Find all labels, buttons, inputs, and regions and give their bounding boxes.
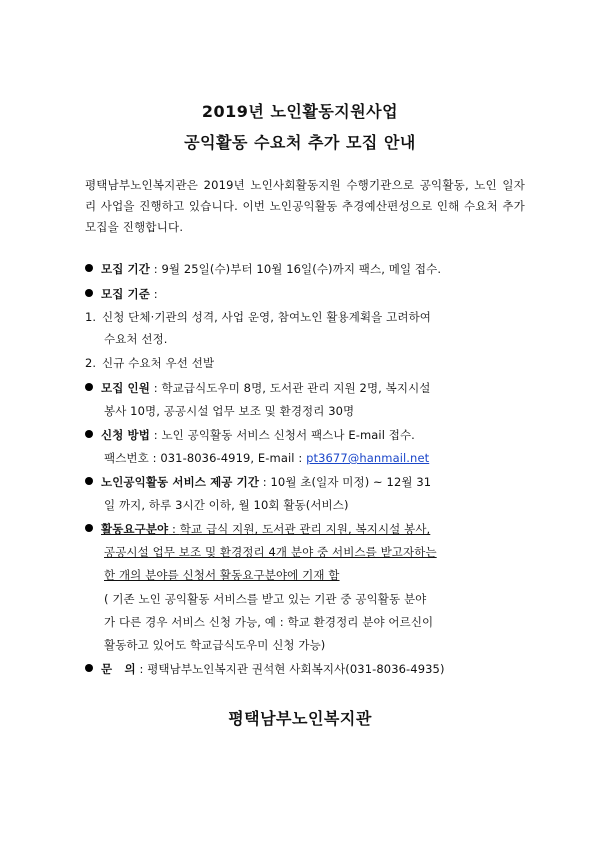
method-cont bbox=[104, 450, 429, 466]
fields-label: 활동요구분야 bbox=[101, 522, 169, 536]
service-cont: 일 까지, 하루 3시간 이하, 월 10회 활동(서비스) bbox=[104, 498, 349, 512]
criteria-item-1-text: 신청 단체·기관의 성격, 사업 운영, 참여노인 활용계획을 고려하여 bbox=[102, 310, 431, 324]
headcount-label: 모집 인원 bbox=[101, 381, 150, 395]
criteria-row bbox=[85, 286, 158, 302]
fields-row bbox=[85, 521, 430, 537]
contact-text: : 평택남부노인복지관 권석현 사회복지사(031-8036-4935) bbox=[135, 662, 445, 676]
bullet-icon bbox=[85, 289, 93, 297]
footer-organization: 평택남부노인복지관 bbox=[228, 709, 372, 728]
fields-text: 학교 급식 지원, 도서관 관리 지원, 복지시설 봉사, bbox=[179, 522, 431, 536]
criteria-item-1-cont: 수요처 선정. bbox=[104, 332, 168, 346]
intro-paragraph: 평택남부노인복지관은 2019년 노인사회활동지원 수행기관으로 공익활동, 노인 일자리 사업을 진행하고 있습니다. 이번 노인공익활동 추경예산편성으로 인해 수요처 추가 모집을 진행합니다. bbox=[85, 178, 525, 234]
bullet-icon bbox=[85, 664, 93, 672]
service-row bbox=[85, 474, 431, 490]
title-line-1: 2019년 노인활동지원사업 bbox=[201, 102, 399, 121]
criteria-item-2-text: 신규 수요처 우선 선발 bbox=[102, 356, 215, 370]
fields-note-3: 활동하고 있어도 학교급식도우미 신청 가능) bbox=[104, 638, 326, 652]
headcount-cont: 봉사 10명, 공공시설 업무 보조 및 환경정리 30명 bbox=[104, 404, 355, 418]
method-label: 신청 방법 bbox=[101, 428, 150, 442]
bullet-icon bbox=[85, 430, 93, 438]
method-row bbox=[85, 427, 415, 443]
bullet-icon bbox=[85, 383, 93, 391]
fields-note-1: ( 기존 노인 공익활동 서비스를 받고 있는 기관 중 공익활동 분야 bbox=[104, 592, 427, 606]
criteria-item-2-number: 2. bbox=[85, 356, 97, 370]
bullet-icon bbox=[85, 264, 93, 272]
criteria-item-1 bbox=[85, 309, 431, 325]
bullet-icon bbox=[85, 524, 93, 532]
criteria-colon: : bbox=[149, 287, 158, 301]
fields-cont-2: 한 개의 분야를 신청서 활동요구분야에 기재 함 bbox=[104, 568, 340, 582]
fields-note-2: 가 다른 경우 서비스 신청 가능, 예 : 학교 환경정리 분야 어르신이 bbox=[104, 615, 434, 629]
contact-row bbox=[85, 661, 445, 677]
title-line-2: 공익활동 수요처 추가 모집 안내 bbox=[184, 133, 416, 152]
criteria-item-2 bbox=[85, 355, 214, 371]
criteria-label: 모집 기준 bbox=[101, 287, 150, 301]
email-link[interactable]: pt3677@hanmail.net bbox=[306, 451, 430, 465]
period-text: : 9월 25일(수)부터 10월 16일(수)까지 팩스, 메일 접수. bbox=[149, 262, 442, 276]
criteria-item-1-number: 1. bbox=[85, 310, 97, 324]
fields-cont-1: 공공시설 업무 보조 및 환경정리 4개 분야 중 서비스를 받고자하는 bbox=[104, 545, 437, 559]
service-text: : 10월 초(일자 미정) ~ 12월 31 bbox=[259, 475, 432, 489]
fields-colon: : bbox=[168, 522, 180, 536]
headcount-row bbox=[85, 380, 431, 396]
period-row bbox=[85, 261, 441, 277]
fax-text: 팩스번호 : 031-8036-4919, E-mail : bbox=[104, 451, 307, 465]
method-text: : 노인 공익활동 서비스 신청서 팩스나 E-mail 접수. bbox=[149, 428, 415, 442]
headcount-text: : 학교급식도우미 8명, 도서관 관리 지원 2명, 복지시설 bbox=[149, 381, 431, 395]
service-label: 노인공익활동 서비스 제공 기간 bbox=[101, 475, 260, 489]
contact-label: 문 의 bbox=[101, 662, 136, 676]
bullet-icon bbox=[85, 477, 93, 485]
period-label: 모집 기간 bbox=[101, 262, 150, 276]
